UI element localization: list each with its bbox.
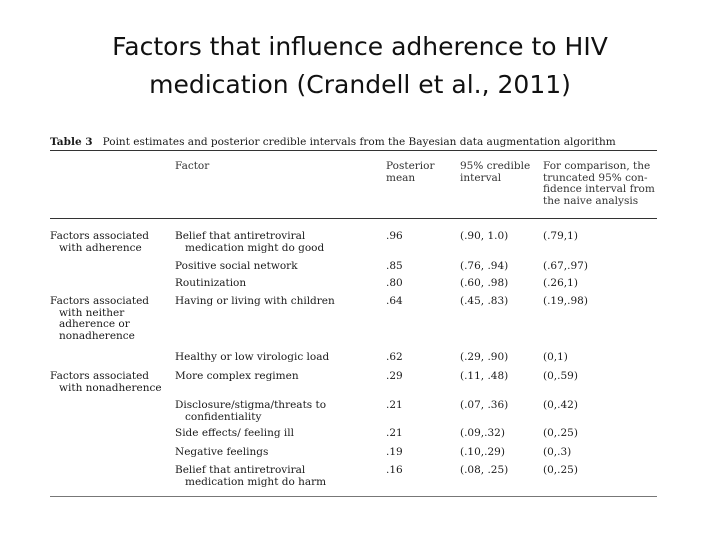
row-mean: .96 [386,230,403,242]
header-comparison [543,161,655,207]
group-label-line: with nonadherence [59,381,162,394]
group-label-line: nonadherence [59,329,135,342]
row-credible: (.11, .48) [460,370,509,382]
group-label-line: with adherence [59,241,142,254]
group-label-line: adherence or [59,318,130,330]
factor-line: medication might do harm [185,475,327,488]
header-posterior-line: Posterior [386,160,435,172]
row-factor [175,261,298,273]
factor-line: Healthy or low virologic load [175,351,330,363]
row-factor [175,278,246,290]
group-label-line: with neither [59,306,125,319]
row-mean: .21 [386,427,403,439]
factor-line: Disclosure/stigma/threats to [175,399,327,411]
results-table [50,136,657,498]
bottom-rule [50,496,657,497]
row-factor [175,231,324,254]
factor-line: confidentiality [185,410,262,423]
factor-line: Belief that antiretroviral [175,464,306,476]
row-mean: .29 [386,370,403,382]
factor-line: More complex regimen [175,370,299,382]
top-rule [50,150,657,151]
header-credible-line: 95% credible [460,160,531,172]
row-factor [175,447,268,459]
row-mean: .62 [386,351,403,363]
slide-title-line-1: Factors that influence adherence to HIV [112,32,608,61]
row-comparison: (.67,.97) [543,260,588,272]
factor-line: Belief that antiretroviral [175,230,306,242]
row-credible: (.08, .25) [460,464,509,476]
row-comparison: (.19,.98) [543,295,588,307]
row-factor [175,428,294,440]
row-credible: (.45, .83) [460,295,509,307]
header-comparison-line: fidence interval from [543,183,655,195]
row-factor [175,371,299,383]
row-credible: (.10,.29) [460,446,505,458]
row-factor [175,400,326,423]
factor-line: Negative feelings [175,446,269,458]
row-credible: (.76, .94) [460,260,509,272]
row-comparison: (0,.3) [543,446,572,458]
group-adherence [50,231,175,254]
row-mean: .64 [386,295,403,307]
row-comparison: (0,.25) [543,464,578,476]
row-mean: .16 [386,464,403,476]
group-label-line: Factors associated [50,370,150,382]
row-comparison: (.79,1) [543,230,578,242]
table-caption [50,136,616,148]
header-comparison-line: the naive analysis [543,194,639,207]
row-comparison: (.26,1) [543,277,578,289]
row-mean: .80 [386,277,403,289]
group-nonadherence [50,371,175,394]
row-factor [175,465,326,488]
header-credible-interval [460,161,530,184]
row-comparison: (0,1) [543,351,568,363]
table-label: Table 3 [50,136,93,148]
row-credible: (.09,.32) [460,427,505,439]
row-comparison: (0,.59) [543,370,578,382]
row-credible: (.60, .98) [460,277,509,289]
row-mean: .19 [386,446,403,458]
header-posterior-mean [386,161,435,184]
group-neither [50,296,175,342]
header-factor: Factor [175,160,210,172]
header-posterior-line: mean [386,171,416,184]
factor-line: Positive social network [175,260,298,272]
group-label-line: Factors associated [50,295,150,307]
row-comparison: (0,.25) [543,427,578,439]
factor-line: Side effects/ feeling ill [175,427,295,439]
factor-line: Having or living with children [175,295,335,307]
group-label-line: Factors associated [50,230,150,242]
slide-title-line-2: medication (Crandell et al., 2011) [149,70,571,99]
row-factor [175,296,335,308]
table-caption-text: Point estimates and posterior credible intervals from the Bayesian data augmentation algorithm [102,136,616,148]
row-credible: (.29, .90) [460,351,509,363]
factor-line: Routinization [175,277,247,289]
row-mean: .21 [386,399,403,411]
header-comparison-line: truncated 95% con- [543,171,648,184]
row-credible: (.90, 1.0) [460,230,509,242]
slide-title [60,28,660,104]
row-factor [175,352,329,364]
row-mean: .85 [386,260,403,272]
header-rule [50,218,657,219]
header-credible-line: interval [460,171,502,184]
factor-line: medication might do good [185,241,325,254]
header-comparison-line: For comparison, the [543,160,651,172]
row-credible: (.07, .36) [460,399,509,411]
row-comparison: (0,.42) [543,399,578,411]
